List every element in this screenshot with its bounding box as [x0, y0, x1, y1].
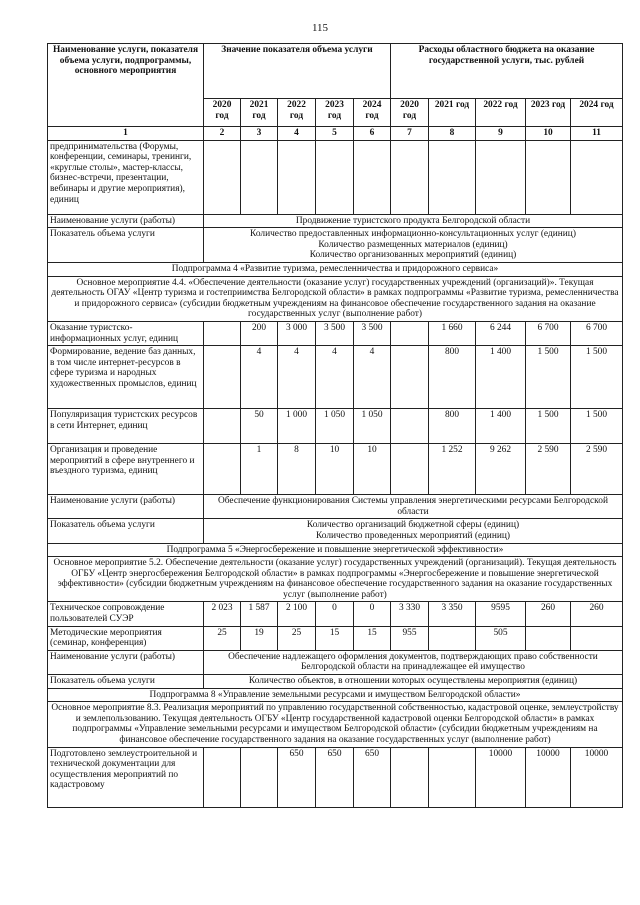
value-cell: 0: [316, 602, 354, 626]
value-cell: 1 050: [354, 409, 391, 444]
value-cell: [391, 747, 429, 807]
col-num: 4: [278, 127, 316, 141]
main-activity-8-3: Основное мероприятие 8.3. Реализация мероприятий по управлению государственной собственностью, кадастровой оценке, землеустройству и землепользованию. Текущая деятельность ОГБУ «Центр государственной кадастровой оценки Белгородской области» в рамках подпрограммы «Управление земельными ресурсами и имуществом Белгородской области» (субсидии бюджетным учреждениям на финансовое обеспечение государственного задания на оказание государственных услуг (выполнение работ): [48, 702, 623, 747]
column-numbers-row: [48, 127, 623, 141]
value-cell: 50: [241, 409, 278, 444]
page-number: 115: [311, 22, 329, 34]
table-row: [48, 321, 623, 345]
subprogram-4-title: Подпрограмма 4 «Развитие туризма, ремесленничества и придорожного сервиса»: [48, 262, 623, 276]
col-num: 7: [391, 127, 429, 141]
year-cell: 2020 год: [204, 99, 241, 127]
value-cell: 3 500: [354, 321, 391, 345]
value-cell: 8: [278, 444, 316, 495]
indicator-value: Количество размещенных материалов (единиц): [318, 239, 508, 250]
value-cell: 955: [391, 626, 429, 650]
table-row: [48, 140, 623, 214]
indicator-values: [204, 519, 623, 543]
col-num: 8: [429, 127, 476, 141]
value-cell: 19: [241, 626, 278, 650]
value-cell: 3 000: [278, 321, 316, 345]
value-cell: 10000: [571, 747, 623, 807]
value-cell: 9595: [476, 602, 526, 626]
value-cell: 6 700: [571, 321, 623, 345]
value-cell: 3 330: [391, 602, 429, 626]
value-cell: 1 500: [526, 409, 571, 444]
value-cell: 260: [571, 602, 623, 626]
main-activity-4-4: Основное мероприятие 4.4. «Обеспечение деятельности (оказание услуг) государственных учреждений (организаций)». Текущая деятельность ОГАУ «Центр туризма и гостеприимства Белгородской области» в рамках подпрограммы «Развитие туризма, ремесленничества и придорожного сервиса» (субсидии бюджетным учреждениям на финансовое обеспечение государственного задания на оказание государственных услуг (выполнение работ): [48, 276, 623, 321]
year-cell: 2024 год: [571, 99, 623, 127]
value-cell: [391, 346, 429, 409]
value-cell: 200: [241, 321, 278, 345]
indicator-label: Показатель объема услуги: [48, 519, 204, 543]
value-cell: 1 050: [316, 409, 354, 444]
year-cell: 2021 год: [241, 99, 278, 127]
value-cell: 3 500: [316, 321, 354, 345]
main-activity-row: [48, 557, 623, 602]
value-cell: 650: [316, 747, 354, 807]
value-cell: [391, 321, 429, 345]
value-cell: 1 660: [429, 321, 476, 345]
value-cell: 10000: [526, 747, 571, 807]
value-cell: 650: [278, 747, 316, 807]
row-name: предпринимательства (Форумы, конференции, семинары, тренинги, «круглые столы», мастер-классы, бизнес-встречи, презентации, вебинары и другие мероприятия), единиц: [48, 140, 204, 214]
subprogram-8-title: Подпрограмма 8 «Управление земельными ресурсами и имуществом Белгородской области»: [48, 688, 623, 702]
row-name: Популяризация туристских ресурсов в сети Интернет, единиц: [48, 409, 204, 444]
value-cell: 2 590: [526, 444, 571, 495]
service-row: [48, 495, 623, 519]
indicator-value: Количество предоставленных информационно-консультационных услуг (единиц): [250, 229, 576, 240]
value-cell: 15: [354, 626, 391, 650]
value-cell: 25: [278, 626, 316, 650]
col-num: 9: [476, 127, 526, 141]
main-activity-5-2: Основное мероприятие 5.2. Обеспечение деятельности (оказание услуг) государственных учреждений (организаций). Текущая деятельность ОГБУ «Центр энергосбережения Белгородской области» в рамках подпрограммы «Энергосбережение и повышение энергетической эффективности» (субсидии бюджетным учреждениям на финансовое обеспечение государственного задания на оказание государственных услуг (выполнение работ): [48, 557, 623, 602]
service-row: [48, 650, 623, 674]
header-name: Наименование услуги, показателя объема услуги, подпрограммы, основного мероприятия: [48, 44, 204, 127]
col-num: 3: [241, 127, 278, 141]
service-label: Наименование услуги (работы): [48, 650, 204, 674]
value-cell: [571, 626, 623, 650]
value-cell: 6 244: [476, 321, 526, 345]
value-cell: 10000: [476, 747, 526, 807]
service-label: Наименование услуги (работы): [48, 214, 204, 228]
value-cell: 4: [316, 346, 354, 409]
value-cell: 10: [354, 444, 391, 495]
value-cell: 25: [204, 626, 241, 650]
col-num: 2: [204, 127, 241, 141]
year-cell: 2021 год: [429, 99, 476, 127]
value-cell: 1: [241, 444, 278, 495]
col-num: 5: [316, 127, 354, 141]
value-cell: 15: [316, 626, 354, 650]
value-cell: [429, 747, 476, 807]
value-cell: 1 587: [241, 602, 278, 626]
year-cell: 2020 год: [391, 99, 429, 127]
row-name: Оказание туристско-информационных услуг, единиц: [48, 321, 204, 345]
value-cell: 260: [526, 602, 571, 626]
value-cell: 505: [476, 626, 526, 650]
value-cell: 1 400: [476, 346, 526, 409]
value-cell: 1 400: [476, 409, 526, 444]
indicator-value: Количество организованных мероприятий (единиц): [309, 250, 517, 261]
subprogram-row: [48, 543, 623, 557]
row-name: Организация и проведение мероприятий в сфере внутреннего и въездного туризма, единиц: [48, 444, 204, 495]
value-cell: 4: [278, 346, 316, 409]
indicator-label: Показатель объема услуги: [48, 228, 204, 263]
value-cell: [204, 346, 241, 409]
value-cell: 1 000: [278, 409, 316, 444]
value-cell: 800: [429, 409, 476, 444]
value-cell: [391, 444, 429, 495]
row-name: Формирование, ведение баз данных, в том числе интернет-ресурсов в сфере туризма и народных художественных промыслов, единиц: [48, 346, 204, 409]
indicator-row: [48, 228, 623, 263]
service-value: Обеспечение надлежащего оформления документов, подтверждающих право собственности Белгородской области на принадлежащее ей имущество: [204, 650, 623, 674]
table-row: [48, 409, 623, 444]
table-row: [48, 602, 623, 626]
indicator-label: Показатель объема услуги: [48, 675, 204, 689]
row-name: Подготовлено землеустроительной и технической документации для осуществления мероприятий по кадастровому: [48, 747, 204, 807]
value-cell: 2 590: [571, 444, 623, 495]
value-cell: [391, 409, 429, 444]
budget-table: [47, 43, 623, 808]
value-cell: [241, 747, 278, 807]
value-cell: 6 700: [526, 321, 571, 345]
indicator-row: [48, 519, 623, 543]
value-cell: 2 023: [204, 602, 241, 626]
service-label: Наименование услуги (работы): [48, 495, 204, 519]
value-cell: 10: [316, 444, 354, 495]
value-cell: [526, 626, 571, 650]
col-num: 6: [354, 127, 391, 141]
value-cell: 1 500: [571, 346, 623, 409]
value-cell: [204, 321, 241, 345]
col-num: 11: [571, 127, 623, 141]
indicator-values: [204, 228, 623, 263]
year-cell: 2023 год: [316, 99, 354, 127]
subprogram-5-title: Подпрограмма 5 «Энергосбережение и повышение энергетической эффективности»: [48, 543, 623, 557]
value-cell: [204, 409, 241, 444]
value-cell: 0: [354, 602, 391, 626]
value-cell: [429, 626, 476, 650]
table-row: [48, 626, 623, 650]
value-cell: [204, 747, 241, 807]
value-cell: [204, 444, 241, 495]
value-cell: 1 252: [429, 444, 476, 495]
main-activity-row: [48, 702, 623, 747]
row-name: Методические мероприятия (семинар, конференция): [48, 626, 204, 650]
value-cell: 4: [354, 346, 391, 409]
header-volume: Значение показателя объема услуги: [204, 44, 391, 99]
main-activity-row: [48, 276, 623, 321]
table-row: [48, 444, 623, 495]
indicator-value: Количество объектов, в отношении которых осуществлены мероприятия (единиц): [204, 675, 623, 689]
value-cell: 1 500: [571, 409, 623, 444]
year-cell: 2022 год: [278, 99, 316, 127]
value-cell: 1 500: [526, 346, 571, 409]
row-name: Техническое сопровождение пользователей СУЭР: [48, 602, 204, 626]
service-value: Продвижение туристского продукта Белгородской области: [204, 214, 623, 228]
indicator-row: [48, 675, 623, 689]
value-cell: 4: [241, 346, 278, 409]
service-row: [48, 214, 623, 228]
value-cell: 9 262: [476, 444, 526, 495]
year-cell: 2023 год: [526, 99, 571, 127]
indicator-value: Количество организаций бюджетной сферы (единиц): [306, 520, 520, 531]
table-row: [48, 747, 623, 807]
service-value: Обеспечение функционирования Системы управления энергетическими ресурсами Белгородской области: [204, 495, 623, 519]
col-num: 10: [526, 127, 571, 141]
header-expenses: Расходы областного бюджета на оказание государственной услуги, тыс. рублей: [391, 44, 623, 99]
year-cell: 2022 год: [476, 99, 526, 127]
year-cell: 2024 год: [354, 99, 391, 127]
value-cell: 2 100: [278, 602, 316, 626]
table-row: [48, 346, 623, 409]
value-cell: 650: [354, 747, 391, 807]
subprogram-row: [48, 262, 623, 276]
value-cell: 800: [429, 346, 476, 409]
col-num: 1: [48, 127, 204, 141]
value-cell: 3 350: [429, 602, 476, 626]
indicator-value: Количество проведенных мероприятий (единиц): [316, 530, 510, 541]
subprogram-row: [48, 688, 623, 702]
